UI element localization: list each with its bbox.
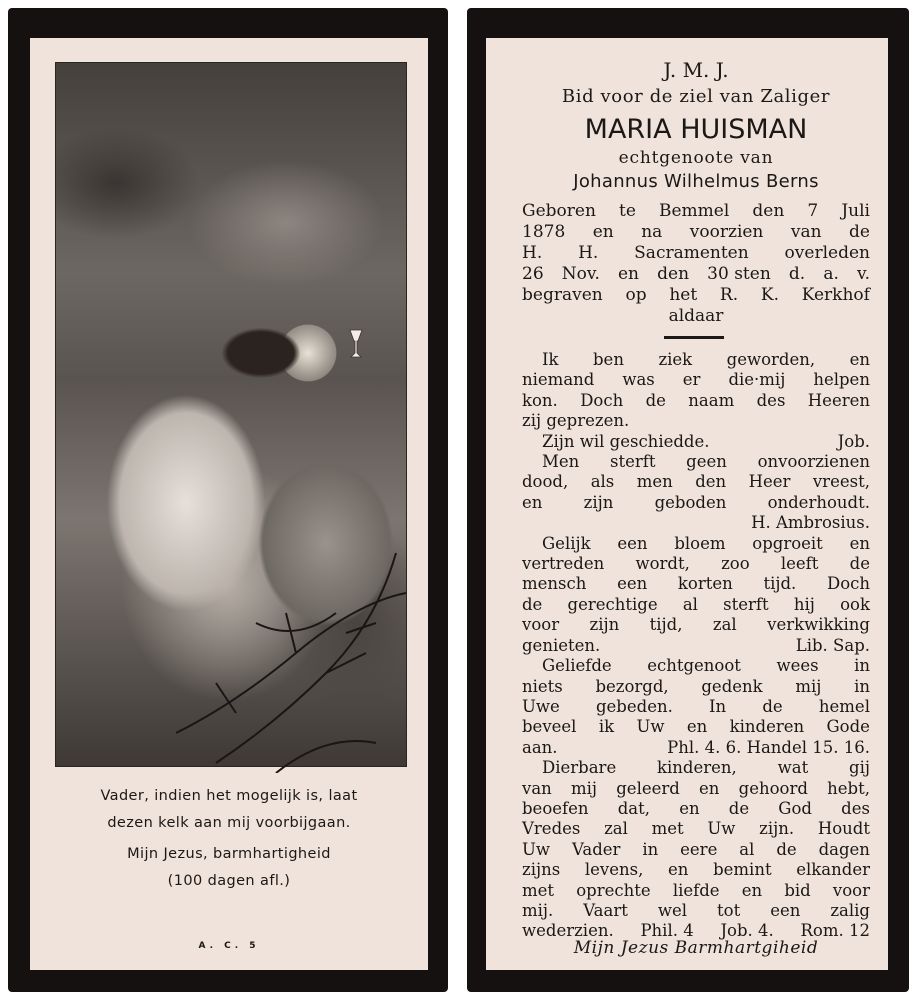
- word: een: [617, 533, 648, 553]
- word: tot: [717, 900, 741, 920]
- word: aan.: [522, 737, 558, 757]
- word: zij geprezen.: [522, 411, 630, 431]
- word: den: [752, 201, 785, 221]
- word: dat,: [617, 798, 650, 818]
- word: Dierbare: [542, 758, 617, 778]
- word: in: [642, 839, 659, 859]
- deceased-name: MARIA HUISMAN: [584, 114, 808, 145]
- word: Phl. 4. 6. Handel 15. 16.: [667, 737, 870, 757]
- word: bemint: [713, 860, 772, 880]
- word: Gelijk: [542, 533, 591, 553]
- word: en: [849, 350, 870, 369]
- word: H.: [578, 243, 599, 263]
- word: H.: [522, 243, 543, 263]
- word: Geboren: [522, 201, 596, 221]
- word: genieten.: [522, 635, 601, 655]
- word: de: [522, 594, 543, 614]
- prayer-line-2: (100 dagen afl.): [167, 873, 291, 889]
- word: Sacramenten: [634, 243, 749, 263]
- word: mensch: [522, 574, 587, 594]
- word: Heeren: [807, 390, 870, 410]
- word: de: [728, 798, 750, 818]
- word: bid: [784, 880, 811, 900]
- word: Vader: [571, 839, 621, 859]
- word: kinderen,: [657, 758, 737, 778]
- word: na: [641, 222, 663, 242]
- word: van: [522, 778, 552, 798]
- word: onderhoudt.: [767, 492, 870, 512]
- word: echtgenoot: [647, 656, 741, 676]
- caption-line-1: Vader, indien het mogelijk is, laat: [100, 788, 358, 804]
- word: R.: [719, 285, 739, 305]
- word: Rom. 12: [800, 921, 870, 941]
- word: zijn: [583, 492, 614, 512]
- word: wees: [776, 656, 819, 676]
- word: en: [668, 860, 689, 880]
- word: ik: [598, 717, 615, 737]
- prayer-card-back: [467, 8, 909, 992]
- jmj-header: J. M. J.: [663, 58, 729, 82]
- text-line: [522, 595, 870, 615]
- word: Vredes: [522, 819, 581, 839]
- word: Ik: [542, 350, 559, 369]
- text-line: [522, 554, 870, 574]
- word: gebeden.: [595, 696, 673, 716]
- word: op: [625, 285, 647, 305]
- word: die·mij: [728, 370, 786, 390]
- word: Vaart: [583, 900, 628, 920]
- word: Doch: [580, 390, 624, 410]
- word: gehoord: [738, 778, 808, 798]
- word: a.: [823, 264, 839, 284]
- word: voor: [832, 880, 870, 900]
- word: al: [682, 594, 698, 614]
- word: voor: [522, 615, 560, 635]
- spouse-name: Johannus Wilhelmus Berns: [573, 171, 819, 192]
- word: begraven: [522, 285, 603, 305]
- word: Phil. 4: [640, 921, 694, 941]
- word: 7: [807, 201, 819, 221]
- word: Uwe: [522, 696, 560, 716]
- text-line: [522, 799, 870, 819]
- word: tijd.: [763, 574, 797, 594]
- word: dood,: [522, 472, 569, 492]
- word: levens,: [584, 860, 644, 880]
- word: zalig: [830, 900, 870, 920]
- word: beoefen: [522, 798, 589, 818]
- scripture-verses: [522, 350, 870, 942]
- text-line: [522, 411, 870, 431]
- word: en: [592, 222, 614, 242]
- word: geen: [686, 452, 727, 472]
- word: Men: [542, 452, 580, 472]
- word: en: [699, 778, 720, 798]
- word: de: [849, 554, 870, 574]
- text-line: [522, 860, 870, 880]
- text-line: [522, 534, 870, 554]
- word: Houdt: [817, 819, 870, 839]
- word: Job.: [837, 431, 870, 451]
- word: al: [739, 839, 755, 859]
- text-line: [522, 677, 870, 697]
- word: tijd,: [649, 615, 683, 635]
- relation-line: echtgenoote van: [618, 148, 774, 168]
- word: Gode: [826, 717, 870, 737]
- text-line: [522, 222, 870, 243]
- word: met: [651, 819, 684, 839]
- caption-line-2: dezen kelk aan mij voorbijgaan.: [107, 815, 351, 831]
- word: Nov.: [561, 264, 600, 284]
- word: 1878: [522, 222, 566, 242]
- word: de: [762, 696, 783, 716]
- word: geleerd: [616, 778, 680, 798]
- divider: [664, 336, 724, 339]
- text-line: [522, 452, 870, 472]
- text-line: [522, 697, 870, 717]
- word: opgroeit: [752, 533, 823, 553]
- word: helpen: [813, 370, 870, 390]
- word: geboden: [654, 492, 727, 512]
- word: leeft: [780, 554, 819, 574]
- word: zijn: [589, 615, 620, 635]
- text-line: [522, 758, 870, 778]
- word: Bemmel: [659, 201, 730, 221]
- word: en: [618, 264, 640, 284]
- word: elkander: [796, 860, 870, 880]
- text-line: [522, 574, 870, 594]
- text-line: [522, 432, 870, 452]
- word: vreest,: [812, 472, 870, 492]
- word: overleden: [784, 243, 870, 263]
- word: liefde: [672, 880, 720, 900]
- word: en: [522, 492, 543, 512]
- word: eere: [680, 839, 718, 859]
- text-line: [522, 901, 870, 921]
- word: K.: [760, 285, 779, 305]
- word: bloem: [674, 533, 726, 553]
- text-line: [522, 201, 870, 222]
- word: zal: [604, 819, 628, 839]
- word: zal: [712, 615, 737, 635]
- word: H. Ambrosius.: [751, 513, 870, 533]
- word: en: [686, 717, 708, 737]
- word: en: [679, 798, 700, 818]
- word: oprechte: [576, 880, 651, 900]
- word: was: [622, 370, 655, 390]
- word: in: [854, 656, 870, 676]
- word: een: [617, 574, 648, 594]
- word: mij.: [522, 900, 554, 920]
- text-line: [522, 779, 870, 799]
- word: Geliefde: [542, 656, 612, 676]
- word: men: [636, 472, 673, 492]
- text-line: [522, 738, 870, 758]
- word: mij: [571, 778, 598, 798]
- word: ben: [593, 350, 624, 369]
- word: zijns: [522, 860, 561, 880]
- word: ziek: [658, 350, 693, 369]
- text-line: [522, 264, 870, 285]
- intro-line: Bid voor de ziel van Zaliger: [561, 86, 831, 107]
- word: des: [756, 390, 786, 410]
- word: hebt,: [827, 778, 870, 798]
- prayer-line-1: Mijn Jezus, barmhartigheid: [127, 846, 331, 862]
- gethsemane-illustration: [55, 62, 407, 767]
- word: Juli: [841, 201, 870, 221]
- word: den: [695, 472, 727, 492]
- closing-prayer: Mijn Jezus Barmhartgiheid: [573, 938, 819, 958]
- word: d.: [788, 264, 806, 284]
- word: zijn.: [759, 819, 795, 839]
- word: het: [669, 285, 698, 305]
- word: den: [657, 264, 690, 284]
- word: te: [619, 201, 636, 221]
- chalice-icon: [349, 329, 363, 359]
- word: beveel: [522, 717, 577, 737]
- word: Heer: [748, 472, 791, 492]
- card-back-panel: [486, 38, 888, 970]
- word: God: [778, 798, 812, 818]
- text-line: [522, 840, 870, 860]
- text-line: [522, 243, 870, 264]
- word: vertreden: [522, 554, 605, 574]
- word: onvoorzienen: [757, 452, 870, 472]
- word: wat: [777, 758, 809, 778]
- word: mij: [795, 676, 822, 696]
- text-line: [522, 656, 870, 676]
- text-line: [522, 513, 870, 533]
- word: wordt,: [635, 554, 690, 574]
- thorn-branches: [176, 533, 406, 773]
- text-line: [522, 493, 870, 513]
- text-line: [522, 636, 870, 656]
- word: korten: [677, 574, 733, 594]
- word: bezorgd,: [595, 676, 669, 696]
- word: Lib. Sap.: [795, 635, 870, 655]
- word: niemand: [522, 370, 595, 390]
- word: er: [682, 370, 701, 390]
- word: hij: [793, 594, 815, 614]
- word: zoo: [721, 554, 750, 574]
- word: dagen: [818, 839, 870, 859]
- text-line: [522, 370, 870, 390]
- word: de: [776, 839, 797, 859]
- word: wel: [657, 900, 688, 920]
- word: Zijn wil geschiedde.: [542, 431, 710, 451]
- word: als: [590, 472, 615, 492]
- word: kinderen: [729, 717, 805, 737]
- text-line: [522, 881, 870, 901]
- word: met: [522, 880, 555, 900]
- word: hemel: [818, 696, 870, 716]
- word: Kerkhof: [801, 285, 870, 305]
- word: niets: [522, 676, 563, 696]
- word: des: [841, 798, 870, 818]
- prayer-card-front: [8, 8, 448, 992]
- word: Uw: [707, 819, 736, 839]
- word: sterft: [723, 594, 769, 614]
- word: ook: [840, 594, 870, 614]
- word: naam: [688, 390, 735, 410]
- text-line: [522, 819, 870, 839]
- word: in: [854, 676, 870, 696]
- word: wederzien.: [522, 921, 614, 941]
- word: sterft: [609, 452, 656, 472]
- word: Uw: [522, 839, 551, 859]
- word: een: [770, 900, 801, 920]
- printer-mark: A. C. 5: [198, 941, 260, 951]
- text-line: [522, 391, 870, 411]
- word: gij: [849, 758, 870, 778]
- word: voorzien: [689, 222, 764, 242]
- word: Uw: [636, 717, 665, 737]
- card-front-panel: [30, 38, 428, 970]
- word: 30 sten: [707, 264, 771, 284]
- word: Doch: [826, 574, 870, 594]
- text-line: [522, 350, 870, 370]
- figure-head: [206, 318, 316, 388]
- text-line: [522, 615, 870, 635]
- word: van: [790, 222, 822, 242]
- word: verkwikking: [767, 615, 870, 635]
- word: geworden,: [726, 350, 816, 369]
- bio-last-line: aldaar: [668, 306, 724, 326]
- word: de: [849, 222, 870, 242]
- word: de: [645, 390, 666, 410]
- word: en: [849, 533, 870, 553]
- biography: [522, 201, 870, 306]
- word: en: [741, 880, 763, 900]
- word: In: [709, 696, 727, 716]
- text-line: [522, 717, 870, 737]
- word: gerechtige: [567, 594, 658, 614]
- word: Job. 4.: [720, 921, 774, 941]
- word: 26: [522, 264, 544, 284]
- word: kon.: [522, 390, 558, 410]
- text-line: [522, 285, 870, 306]
- word: v.: [857, 264, 870, 284]
- text-line: [522, 472, 870, 492]
- word: gedenk: [701, 676, 763, 696]
